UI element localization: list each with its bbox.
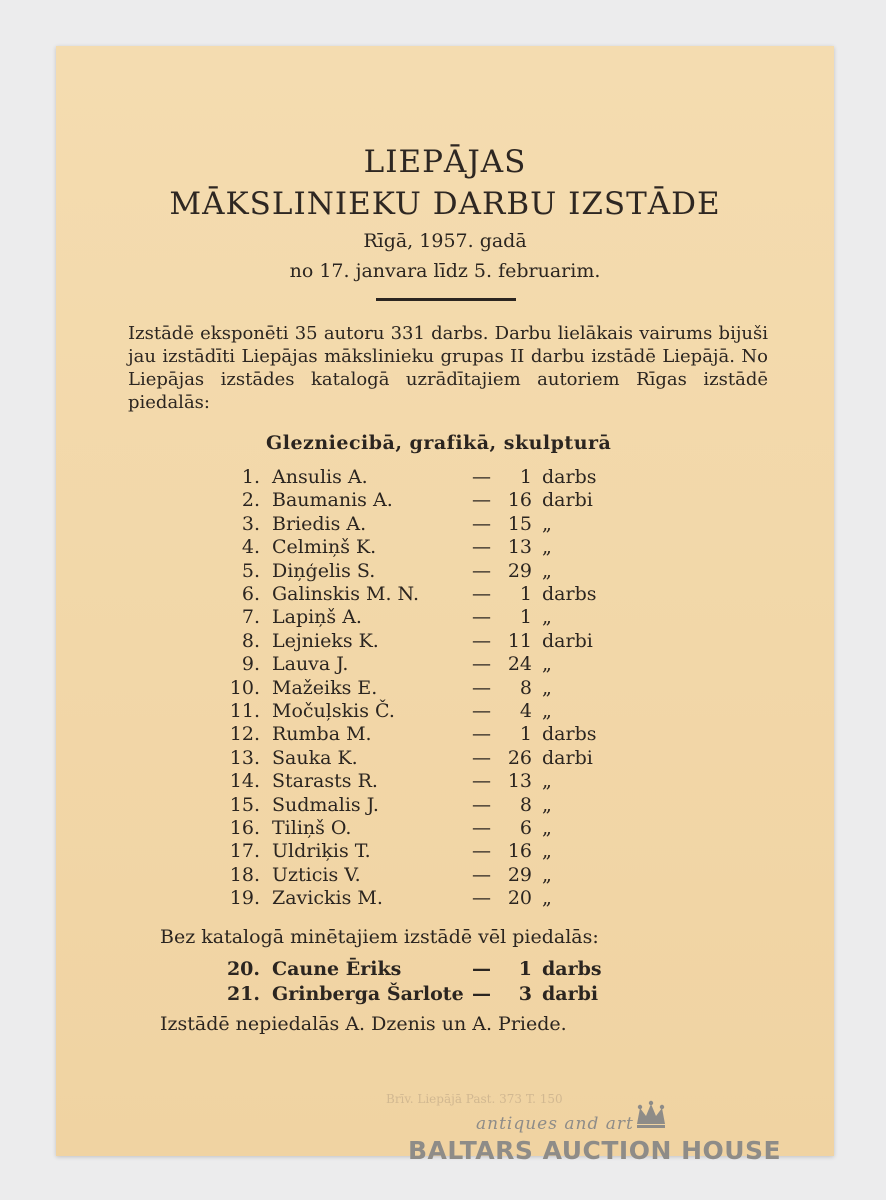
list-item <box>204 887 644 909</box>
item-count: 16 <box>507 840 532 863</box>
list-item <box>204 560 644 582</box>
item-count: 13 <box>507 536 532 559</box>
item-name: Starasts R. <box>272 770 378 793</box>
item-count: 1 <box>519 606 532 629</box>
item-num: 4. <box>241 536 260 559</box>
item-num: 18. <box>229 863 260 886</box>
title-divider <box>376 298 516 301</box>
item-name: Ansulis A. <box>272 466 368 488</box>
auction-watermark <box>408 1108 828 1178</box>
item-name: Uldriķis T. <box>272 840 371 863</box>
item-name: Lejnieks K. <box>272 629 379 652</box>
item-dash: — <box>472 512 491 535</box>
item-dash: — <box>472 536 491 559</box>
item-dash: — <box>472 653 491 676</box>
item-count: 8 <box>519 793 532 816</box>
item-num: 21. <box>226 983 260 1005</box>
item-name: Rumba M. <box>272 723 372 746</box>
item-name: Galinskis M. N. <box>272 583 420 605</box>
item-num: 2. <box>241 489 260 512</box>
section-title: Glezniecibā, grafikā, skulpturā <box>266 432 612 454</box>
item-count: 29 <box>507 559 532 582</box>
list-item <box>204 653 644 675</box>
item-count: 26 <box>507 746 532 769</box>
item-unit: darbs <box>542 466 597 488</box>
item-count: 3 <box>518 983 532 1005</box>
item-num: 20. <box>226 958 260 980</box>
list-item <box>204 747 644 769</box>
item-num: 9. <box>241 653 260 676</box>
list-item <box>204 864 644 886</box>
item-count: 16 <box>507 489 532 512</box>
item-count: 11 <box>507 629 532 652</box>
item-num: 1. <box>241 466 260 488</box>
intro-paragraph: Izstādē eksponēti 35 autoru 331 darbs. Darbu lielākais vairums bijuši jau izstādīti Liepājas mākslinieku grupas II darbu izstādē Liepājā. No Liepājas izstādes katalogā uzrādītajiem autoriem Rīgas izstādē piedalās: <box>128 323 768 413</box>
item-num: 17. <box>229 840 260 863</box>
item-unit: „ <box>542 793 552 816</box>
item-count: 8 <box>519 676 532 699</box>
item-name: Briedis A. <box>272 512 367 535</box>
list-item <box>204 723 644 745</box>
item-dash: — <box>472 700 491 722</box>
item-dash: — <box>472 817 491 839</box>
list-item <box>204 794 644 816</box>
watermark-brand: BALTARS AUCTION HOUSE <box>408 1136 782 1165</box>
subtitle-line-1: Rīgā, 1957. gadā <box>363 230 527 252</box>
item-name: Grinberga Šarlote <box>272 983 464 1005</box>
item-name: Sudmalis J. <box>272 793 379 816</box>
item-dash: — <box>472 676 491 699</box>
item-dash: — <box>472 489 491 512</box>
list-item <box>204 840 644 862</box>
item-count: 1 <box>518 958 532 980</box>
item-num: 11. <box>229 700 260 722</box>
item-num: 3. <box>241 512 260 535</box>
item-unit: darbi <box>542 983 599 1005</box>
item-count: 15 <box>507 512 532 535</box>
item-num: 13. <box>229 746 260 769</box>
item-unit: darbs <box>542 583 597 605</box>
item-unit: „ <box>542 559 552 582</box>
list-item <box>204 606 644 628</box>
item-name: Diņģelis S. <box>272 559 376 582</box>
catalog-sheet <box>56 46 834 1156</box>
item-name: Baumanis A. <box>272 489 393 512</box>
list-item <box>204 513 644 535</box>
extra-title: Bez katalogā minētajiem izstādē vēl piedalās: <box>160 926 599 948</box>
printer-note: Brīv. Liepājā Past. 373 T. 150 <box>386 1092 563 1106</box>
list-item <box>204 700 644 722</box>
item-unit: „ <box>542 840 552 863</box>
item-count: 1 <box>519 466 532 488</box>
item-count: 29 <box>507 863 532 886</box>
item-unit: „ <box>542 700 552 722</box>
item-dash: — <box>472 606 491 629</box>
crown-icon <box>634 1100 668 1130</box>
item-unit: „ <box>542 887 552 910</box>
watermark-tagline: antiques and art <box>476 1114 634 1134</box>
item-unit: „ <box>542 817 552 839</box>
item-num: 15. <box>229 793 260 816</box>
closing-note: Izstādē nepiedalās A. Dzenis un A. Priede. <box>160 1013 567 1035</box>
item-name: Mažeiks E. <box>272 676 378 699</box>
item-dash: — <box>472 629 491 652</box>
item-dash: — <box>472 770 491 793</box>
item-dash: — <box>472 983 491 1005</box>
item-name: Uzticis V. <box>272 863 361 886</box>
item-name: Tiliņš O. <box>272 817 352 839</box>
item-count: 1 <box>519 583 532 605</box>
list-item <box>204 958 644 980</box>
item-count: 1 <box>519 723 532 746</box>
item-count: 6 <box>519 817 532 839</box>
item-dash: — <box>472 793 491 816</box>
list-item <box>204 583 644 605</box>
item-unit: darbs <box>542 958 602 980</box>
item-num: 10. <box>229 676 260 699</box>
list-item <box>204 817 644 839</box>
list-item <box>204 770 644 792</box>
item-num: 14. <box>229 770 260 793</box>
item-count: 13 <box>507 770 532 793</box>
item-unit: darbi <box>542 746 593 769</box>
list-item <box>204 983 644 1005</box>
list-item <box>204 677 644 699</box>
item-name: Lauva J. <box>272 653 349 676</box>
item-dash: — <box>472 840 491 863</box>
item-name: Celmiņš K. <box>272 536 377 559</box>
item-unit: „ <box>542 863 552 886</box>
item-dash: — <box>472 559 491 582</box>
item-unit: darbi <box>542 629 593 652</box>
item-unit: „ <box>542 512 552 535</box>
item-num: 7. <box>241 606 260 629</box>
item-dash: — <box>472 887 491 910</box>
item-unit: darbi <box>542 489 593 512</box>
list-item <box>204 536 644 558</box>
item-dash: — <box>472 746 491 769</box>
item-count: 20 <box>507 887 532 910</box>
item-unit: „ <box>542 770 552 793</box>
item-unit: „ <box>542 536 552 559</box>
item-name: Zavickis M. <box>272 887 383 910</box>
item-num: 5. <box>241 559 260 582</box>
item-name: Močuļskis Č. <box>272 700 395 722</box>
list-item <box>204 489 644 511</box>
item-name: Sauka K. <box>272 746 358 769</box>
item-dash: — <box>472 583 491 605</box>
subtitle-line-2: no 17. janvara līdz 5. februarim. <box>289 260 601 282</box>
item-count: 4 <box>519 700 532 722</box>
item-dash: — <box>472 958 491 980</box>
item-num: 19. <box>229 887 260 910</box>
list-item <box>204 466 644 488</box>
item-unit: „ <box>542 653 552 676</box>
list-item <box>204 630 644 652</box>
item-name: Lapiņš A. <box>272 606 362 629</box>
item-num: 12. <box>229 723 260 746</box>
item-dash: — <box>472 863 491 886</box>
item-unit: darbs <box>542 723 597 746</box>
item-name: Caune Ēriks <box>272 958 402 980</box>
item-dash: — <box>472 723 491 746</box>
item-num: 16. <box>229 817 260 839</box>
item-dash: — <box>472 466 491 488</box>
title-line-1: LIEPĀJAS <box>363 144 527 180</box>
item-unit: „ <box>542 606 552 629</box>
item-unit: „ <box>542 676 552 699</box>
item-num: 6. <box>241 583 260 605</box>
item-count: 24 <box>507 653 532 676</box>
title-line-2: MĀKSLINIEKU DARBU IZSTĀDE <box>169 186 721 222</box>
item-num: 8. <box>241 629 260 652</box>
